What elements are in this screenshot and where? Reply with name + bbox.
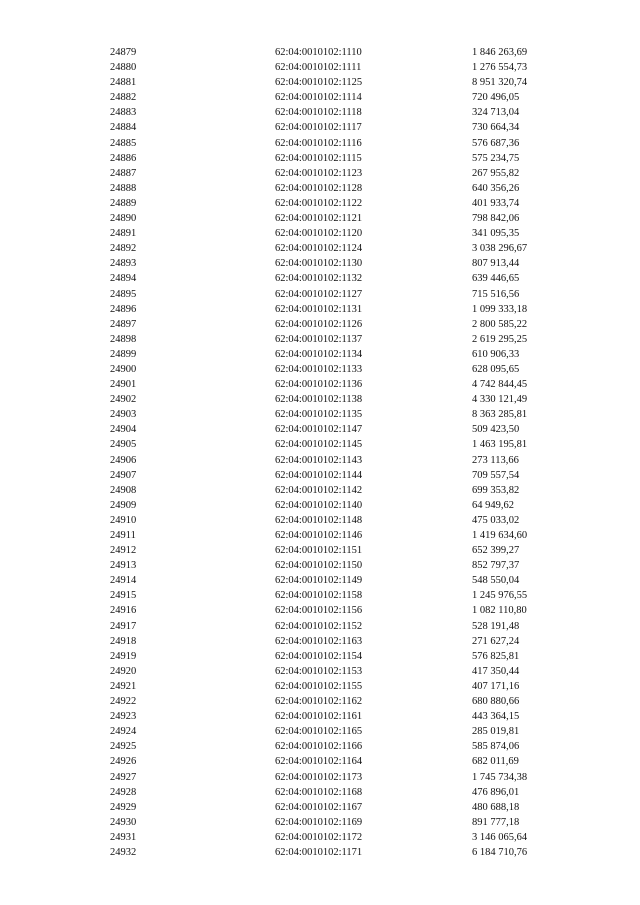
cadastral-value: 285 019,81 xyxy=(472,726,520,738)
row-number: 24880 xyxy=(110,62,137,74)
row-number: 24909 xyxy=(110,499,137,511)
cadastral-value: 3 038 296,67 xyxy=(472,243,528,255)
cadastral-value: 8 951 320,74 xyxy=(472,77,528,89)
table-row xyxy=(0,603,640,618)
cadastral-value: 715 516,56 xyxy=(472,288,520,300)
row-number: 24925 xyxy=(110,741,137,753)
cadastral-value: 576 825,81 xyxy=(472,650,520,662)
table-row xyxy=(0,392,640,407)
row-number: 24898 xyxy=(110,333,137,345)
row-number: 24913 xyxy=(110,560,137,572)
row-number: 24919 xyxy=(110,650,137,662)
row-number: 24897 xyxy=(110,318,137,330)
cadastral-value: 720 496,05 xyxy=(472,92,520,104)
cadastral-number: 62:04:0010102:1131 xyxy=(275,303,363,315)
table-row xyxy=(0,649,640,664)
table-row xyxy=(0,302,640,317)
table-row xyxy=(0,845,640,860)
row-number: 24884 xyxy=(110,122,137,134)
row-number: 24923 xyxy=(110,711,137,723)
table-row xyxy=(0,468,640,483)
cadastral-value: 640 356,26 xyxy=(472,182,520,194)
cadastral-value: 480 688,18 xyxy=(472,801,520,813)
row-number: 24907 xyxy=(110,469,137,481)
cadastral-number: 62:04:0010102:1168 xyxy=(275,786,363,798)
cadastral-number: 62:04:0010102:1144 xyxy=(275,469,363,481)
row-number: 24928 xyxy=(110,786,137,798)
cadastral-number: 62:04:0010102:1136 xyxy=(275,379,363,391)
row-number: 24920 xyxy=(110,665,137,677)
cadastral-number: 62:04:0010102:1134 xyxy=(275,348,363,360)
table-row xyxy=(0,347,640,362)
table-row xyxy=(0,226,640,241)
cadastral-number: 62:04:0010102:1148 xyxy=(275,514,363,526)
table-row xyxy=(0,437,640,452)
cadastral-number: 62:04:0010102:1122 xyxy=(275,197,363,209)
cadastral-number: 62:04:0010102:1151 xyxy=(275,545,363,557)
cadastral-number: 62:04:0010102:1135 xyxy=(275,409,363,421)
cadastral-value: 652 399,27 xyxy=(472,545,520,557)
cadastral-value: 548 550,04 xyxy=(472,575,520,587)
cadastral-number: 62:04:0010102:1153 xyxy=(275,665,363,677)
cadastral-value: 417 350,44 xyxy=(472,665,520,677)
data-table xyxy=(0,45,640,860)
table-row xyxy=(0,800,640,815)
cadastral-value: 271 627,24 xyxy=(472,635,520,647)
table-row xyxy=(0,528,640,543)
cadastral-number: 62:04:0010102:1133 xyxy=(275,363,363,375)
cadastral-value: 341 095,35 xyxy=(472,228,520,240)
cadastral-number: 62:04:0010102:1140 xyxy=(275,499,363,511)
cadastral-number: 62:04:0010102:1146 xyxy=(275,530,363,541)
row-number: 24889 xyxy=(110,197,137,209)
cadastral-value: 4 742 844,45 xyxy=(472,379,528,391)
cadastral-number: 62:04:0010102:1167 xyxy=(275,801,363,813)
table-row xyxy=(0,271,640,286)
cadastral-number: 62:04:0010102:1117 xyxy=(275,122,362,134)
table-row xyxy=(0,830,640,845)
cadastral-value: 4 330 121,49 xyxy=(472,394,528,406)
table-row xyxy=(0,136,640,151)
table-row xyxy=(0,256,640,271)
table-row xyxy=(0,724,640,739)
table-row xyxy=(0,211,640,226)
cadastral-value: 852 797,37 xyxy=(472,560,520,572)
table-row xyxy=(0,619,640,634)
cadastral-number: 62:04:0010102:1162 xyxy=(275,696,363,708)
row-number: 24881 xyxy=(110,77,137,89)
cadastral-number: 62:04:0010102:1158 xyxy=(275,590,363,602)
row-number: 24896 xyxy=(110,303,137,315)
row-number: 24904 xyxy=(110,424,137,436)
cadastral-value: 64 949,62 xyxy=(472,499,514,511)
cadastral-number: 62:04:0010102:1155 xyxy=(275,680,363,692)
cadastral-value: 682 011,69 xyxy=(472,756,519,768)
row-number: 24932 xyxy=(110,846,137,858)
table-row xyxy=(0,120,640,135)
cadastral-number: 62:04:0010102:1163 xyxy=(275,635,363,647)
cadastral-number: 62:04:0010102:1132 xyxy=(275,273,363,285)
table-row xyxy=(0,739,640,754)
table-row xyxy=(0,75,640,90)
table-row xyxy=(0,573,640,588)
cadastral-number: 62:04:0010102:1161 xyxy=(275,711,363,723)
table-row xyxy=(0,317,640,332)
cadastral-value: 2 619 295,25 xyxy=(472,333,528,345)
row-number: 24888 xyxy=(110,182,137,194)
cadastral-value: 610 906,33 xyxy=(472,348,520,360)
cadastral-number: 62:04:0010102:1156 xyxy=(275,605,363,617)
cadastral-value: 273 113,66 xyxy=(472,454,519,466)
cadastral-number: 62:04:0010102:1118 xyxy=(275,107,362,119)
cadastral-number: 62:04:0010102:1164 xyxy=(275,756,363,768)
row-number: 24905 xyxy=(110,439,137,451)
cadastral-value: 680 880,66 xyxy=(472,696,520,708)
cadastral-value: 1 463 195,81 xyxy=(472,439,528,451)
table-row xyxy=(0,634,640,649)
cadastral-number: 62:04:0010102:1115 xyxy=(275,152,362,164)
table-row xyxy=(0,377,640,392)
row-number: 24879 xyxy=(110,47,137,58)
cadastral-value: 1 099 333,18 xyxy=(472,303,528,315)
cadastral-number: 62:04:0010102:1126 xyxy=(275,318,363,330)
table-row xyxy=(0,453,640,468)
cadastral-value: 576 687,36 xyxy=(472,137,520,149)
row-number: 24927 xyxy=(110,771,137,783)
cadastral-number: 62:04:0010102:1166 xyxy=(275,741,363,753)
cadastral-value: 443 364,15 xyxy=(472,711,520,723)
row-number: 24910 xyxy=(110,514,137,526)
row-number: 24915 xyxy=(110,590,137,602)
row-number: 24891 xyxy=(110,228,137,240)
cadastral-number: 62:04:0010102:1169 xyxy=(275,816,363,828)
table-row xyxy=(0,588,640,603)
cadastral-value: 1 276 554,73 xyxy=(472,62,528,74)
cadastral-number: 62:04:0010102:1150 xyxy=(275,560,363,572)
cadastral-number: 62:04:0010102:1143 xyxy=(275,454,363,466)
row-number: 24887 xyxy=(110,167,137,179)
row-number: 24886 xyxy=(110,152,137,164)
cadastral-value: 2 800 585,22 xyxy=(472,318,528,330)
cadastral-value: 1 419 634,60 xyxy=(472,530,528,541)
cadastral-value: 709 557,54 xyxy=(472,469,520,481)
row-number: 24895 xyxy=(110,288,137,300)
row-number: 24930 xyxy=(110,816,137,828)
cadastral-value: 1 245 976,55 xyxy=(472,590,528,602)
table-row xyxy=(0,664,640,679)
row-number: 24906 xyxy=(110,454,137,466)
table-row xyxy=(0,332,640,347)
table-row xyxy=(0,45,640,60)
table-row xyxy=(0,181,640,196)
row-number: 24921 xyxy=(110,680,137,692)
cadastral-value: 475 033,02 xyxy=(472,514,520,526)
table-row xyxy=(0,151,640,166)
cadastral-number: 62:04:0010102:1114 xyxy=(275,92,362,104)
table-row xyxy=(0,679,640,694)
table-row xyxy=(0,362,640,377)
row-number: 24914 xyxy=(110,575,137,587)
row-number: 24924 xyxy=(110,726,137,738)
cadastral-value: 6 184 710,76 xyxy=(472,846,528,858)
cadastral-value: 1 082 110,80 xyxy=(472,605,527,617)
row-number: 24922 xyxy=(110,696,137,708)
cadastral-value: 730 664,34 xyxy=(472,122,520,134)
cadastral-value: 639 446,65 xyxy=(472,273,520,285)
cadastral-number: 62:04:0010102:1123 xyxy=(275,167,363,179)
cadastral-number: 62:04:0010102:1128 xyxy=(275,182,363,194)
table-row xyxy=(0,558,640,573)
row-number: 24892 xyxy=(110,243,137,255)
cadastral-number: 62:04:0010102:1138 xyxy=(275,394,363,406)
cadastral-number: 62:04:0010102:1116 xyxy=(275,137,362,149)
row-number: 24883 xyxy=(110,107,137,119)
table-row xyxy=(0,754,640,769)
cadastral-number: 62:04:0010102:1154 xyxy=(275,650,363,662)
table-row xyxy=(0,196,640,211)
table-row xyxy=(0,241,640,256)
table-row xyxy=(0,513,640,528)
row-number: 24890 xyxy=(110,213,137,225)
cadastral-number: 62:04:0010102:1152 xyxy=(275,620,363,632)
table-row xyxy=(0,709,640,724)
cadastral-number: 62:04:0010102:1121 xyxy=(275,213,363,225)
table-row xyxy=(0,785,640,800)
row-number: 24893 xyxy=(110,258,137,270)
row-number: 24902 xyxy=(110,394,137,406)
table-row xyxy=(0,287,640,302)
row-number: 24911 xyxy=(110,530,136,541)
cadastral-value: 1 846 263,69 xyxy=(472,47,528,58)
cadastral-number: 62:04:0010102:1173 xyxy=(275,771,363,783)
table-row xyxy=(0,770,640,785)
table-row xyxy=(0,694,640,709)
row-number: 24917 xyxy=(110,620,137,632)
cadastral-number: 62:04:0010102:1111 xyxy=(275,62,362,74)
cadastral-number: 62:04:0010102:1120 xyxy=(275,228,363,240)
row-number: 24885 xyxy=(110,137,137,149)
cadastral-number: 62:04:0010102:1147 xyxy=(275,424,363,436)
cadastral-value: 3 146 065,64 xyxy=(472,831,528,843)
table-row xyxy=(0,166,640,181)
cadastral-value: 628 095,65 xyxy=(472,363,520,375)
table-row xyxy=(0,407,640,422)
cadastral-value: 891 777,18 xyxy=(472,816,520,828)
cadastral-number: 62:04:0010102:1127 xyxy=(275,288,363,300)
cadastral-number: 62:04:0010102:1149 xyxy=(275,575,363,587)
table-row xyxy=(0,90,640,105)
row-number: 24882 xyxy=(110,92,137,104)
cadastral-number: 62:04:0010102:1125 xyxy=(275,77,363,89)
row-number: 24912 xyxy=(110,545,137,557)
cadastral-value: 585 874,06 xyxy=(472,741,520,753)
cadastral-number: 62:04:0010102:1145 xyxy=(275,439,363,451)
cadastral-value: 1 745 734,38 xyxy=(472,771,528,783)
cadastral-value: 807 913,44 xyxy=(472,258,520,270)
row-number: 24894 xyxy=(110,273,137,285)
cadastral-value: 509 423,50 xyxy=(472,424,520,436)
row-number: 24929 xyxy=(110,801,137,813)
row-number: 24916 xyxy=(110,605,137,617)
table-row xyxy=(0,543,640,558)
cadastral-value: 575 234,75 xyxy=(472,152,520,164)
cadastral-value: 8 363 285,81 xyxy=(472,409,528,421)
cadastral-value: 267 955,82 xyxy=(472,167,520,179)
cadastral-value: 407 171,16 xyxy=(472,680,520,692)
row-number: 24903 xyxy=(110,409,137,421)
row-number: 24908 xyxy=(110,484,137,496)
cadastral-value: 528 191,48 xyxy=(472,620,520,632)
row-number: 24901 xyxy=(110,379,137,391)
table-row xyxy=(0,483,640,498)
cadastral-value: 699 353,82 xyxy=(472,484,520,496)
table-row xyxy=(0,498,640,513)
row-number: 24931 xyxy=(110,831,137,843)
row-number: 24899 xyxy=(110,348,137,360)
cadastral-number: 62:04:0010102:1171 xyxy=(275,846,363,858)
cadastral-value: 324 713,04 xyxy=(472,107,520,119)
cadastral-number: 62:04:0010102:1137 xyxy=(275,333,363,345)
row-number: 24918 xyxy=(110,635,137,647)
cadastral-number: 62:04:0010102:1110 xyxy=(275,47,362,58)
cadastral-number: 62:04:0010102:1165 xyxy=(275,726,363,738)
row-number: 24926 xyxy=(110,756,137,768)
table-row xyxy=(0,60,640,75)
row-number: 24900 xyxy=(110,363,137,375)
cadastral-number: 62:04:0010102:1130 xyxy=(275,258,363,270)
cadastral-number: 62:04:0010102:1142 xyxy=(275,484,363,496)
table-row xyxy=(0,815,640,830)
cadastral-number: 62:04:0010102:1124 xyxy=(275,243,363,255)
table-row xyxy=(0,105,640,120)
cadastral-number: 62:04:0010102:1172 xyxy=(275,831,363,843)
cadastral-value: 476 896,01 xyxy=(472,786,520,798)
cadastral-value: 798 842,06 xyxy=(472,213,520,225)
table-row xyxy=(0,422,640,437)
cadastral-value: 401 933,74 xyxy=(472,197,520,209)
